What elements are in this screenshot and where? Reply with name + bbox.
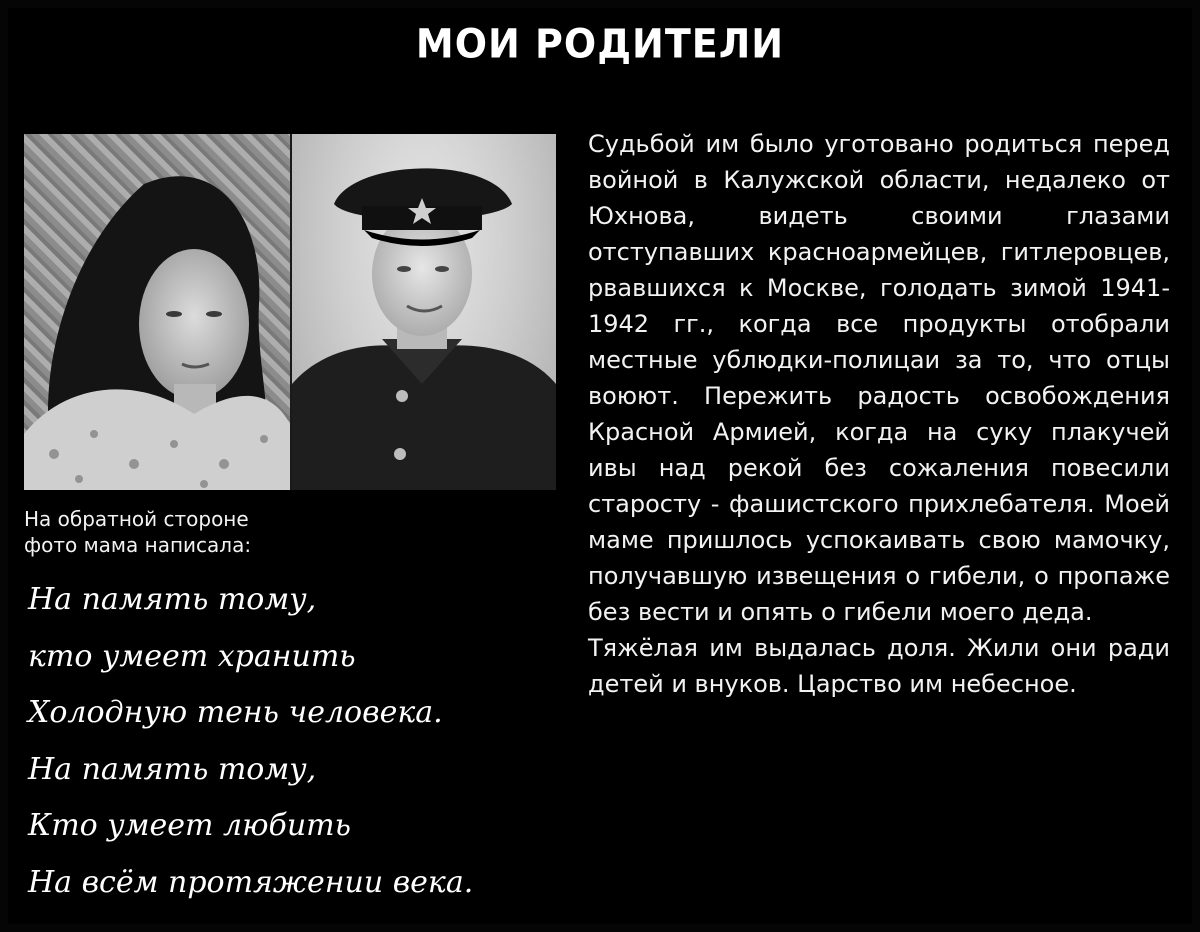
story-paragraph: Судьбой им было уготовано родиться перед войной в Калужской области, недалеко от Юхнова, видеть своими глазами отступавших красноармейцев, гитлеровцев, рвавшихся к Москве, голодать зимой 1941-1942 гг., когда все продукты отобрали местные ублюдки-полицаи за то, что отцы воюют. Пережить радость освобождения Красной Армией, когда на суку плакучей ивы над рекой без сожаления повесили старосту - фашистского прихлебателя. Моей маме пришлось успокаивать свою мамочку, получавшую извещения о гибели, о пропаже без вести и опять о гибели моего деда.	[588, 130, 1170, 626]
poem-line: На всём протяжении века.	[28, 864, 474, 900]
poem-line: На память тому,	[28, 582, 317, 617]
caption-line: фото мама написала:	[24, 533, 252, 557]
story-paragraph: Тяжёлая им выдалась доля. Жили они ради детей и внуков. Царство им небесное.	[588, 634, 1170, 698]
poem-line: На память тому,	[28, 751, 317, 787]
caption-line: На обратной стороне	[24, 507, 249, 531]
poem-line: Кто умеет любить	[28, 808, 351, 843]
mother-photo	[24, 134, 290, 490]
father-photo	[292, 134, 556, 490]
handwritten-poem	[28, 572, 548, 911]
mother-portrait-image	[24, 134, 290, 490]
parents-photos	[24, 134, 556, 490]
poem-line: кто умеет хранить	[28, 638, 356, 674]
poem-line: Холодную тень человека.	[28, 695, 443, 730]
story-text	[588, 126, 1170, 702]
page-title: МОИ РОДИТЕЛИ	[415, 20, 785, 68]
photo-caption	[24, 506, 354, 558]
father-portrait-image	[292, 134, 556, 490]
